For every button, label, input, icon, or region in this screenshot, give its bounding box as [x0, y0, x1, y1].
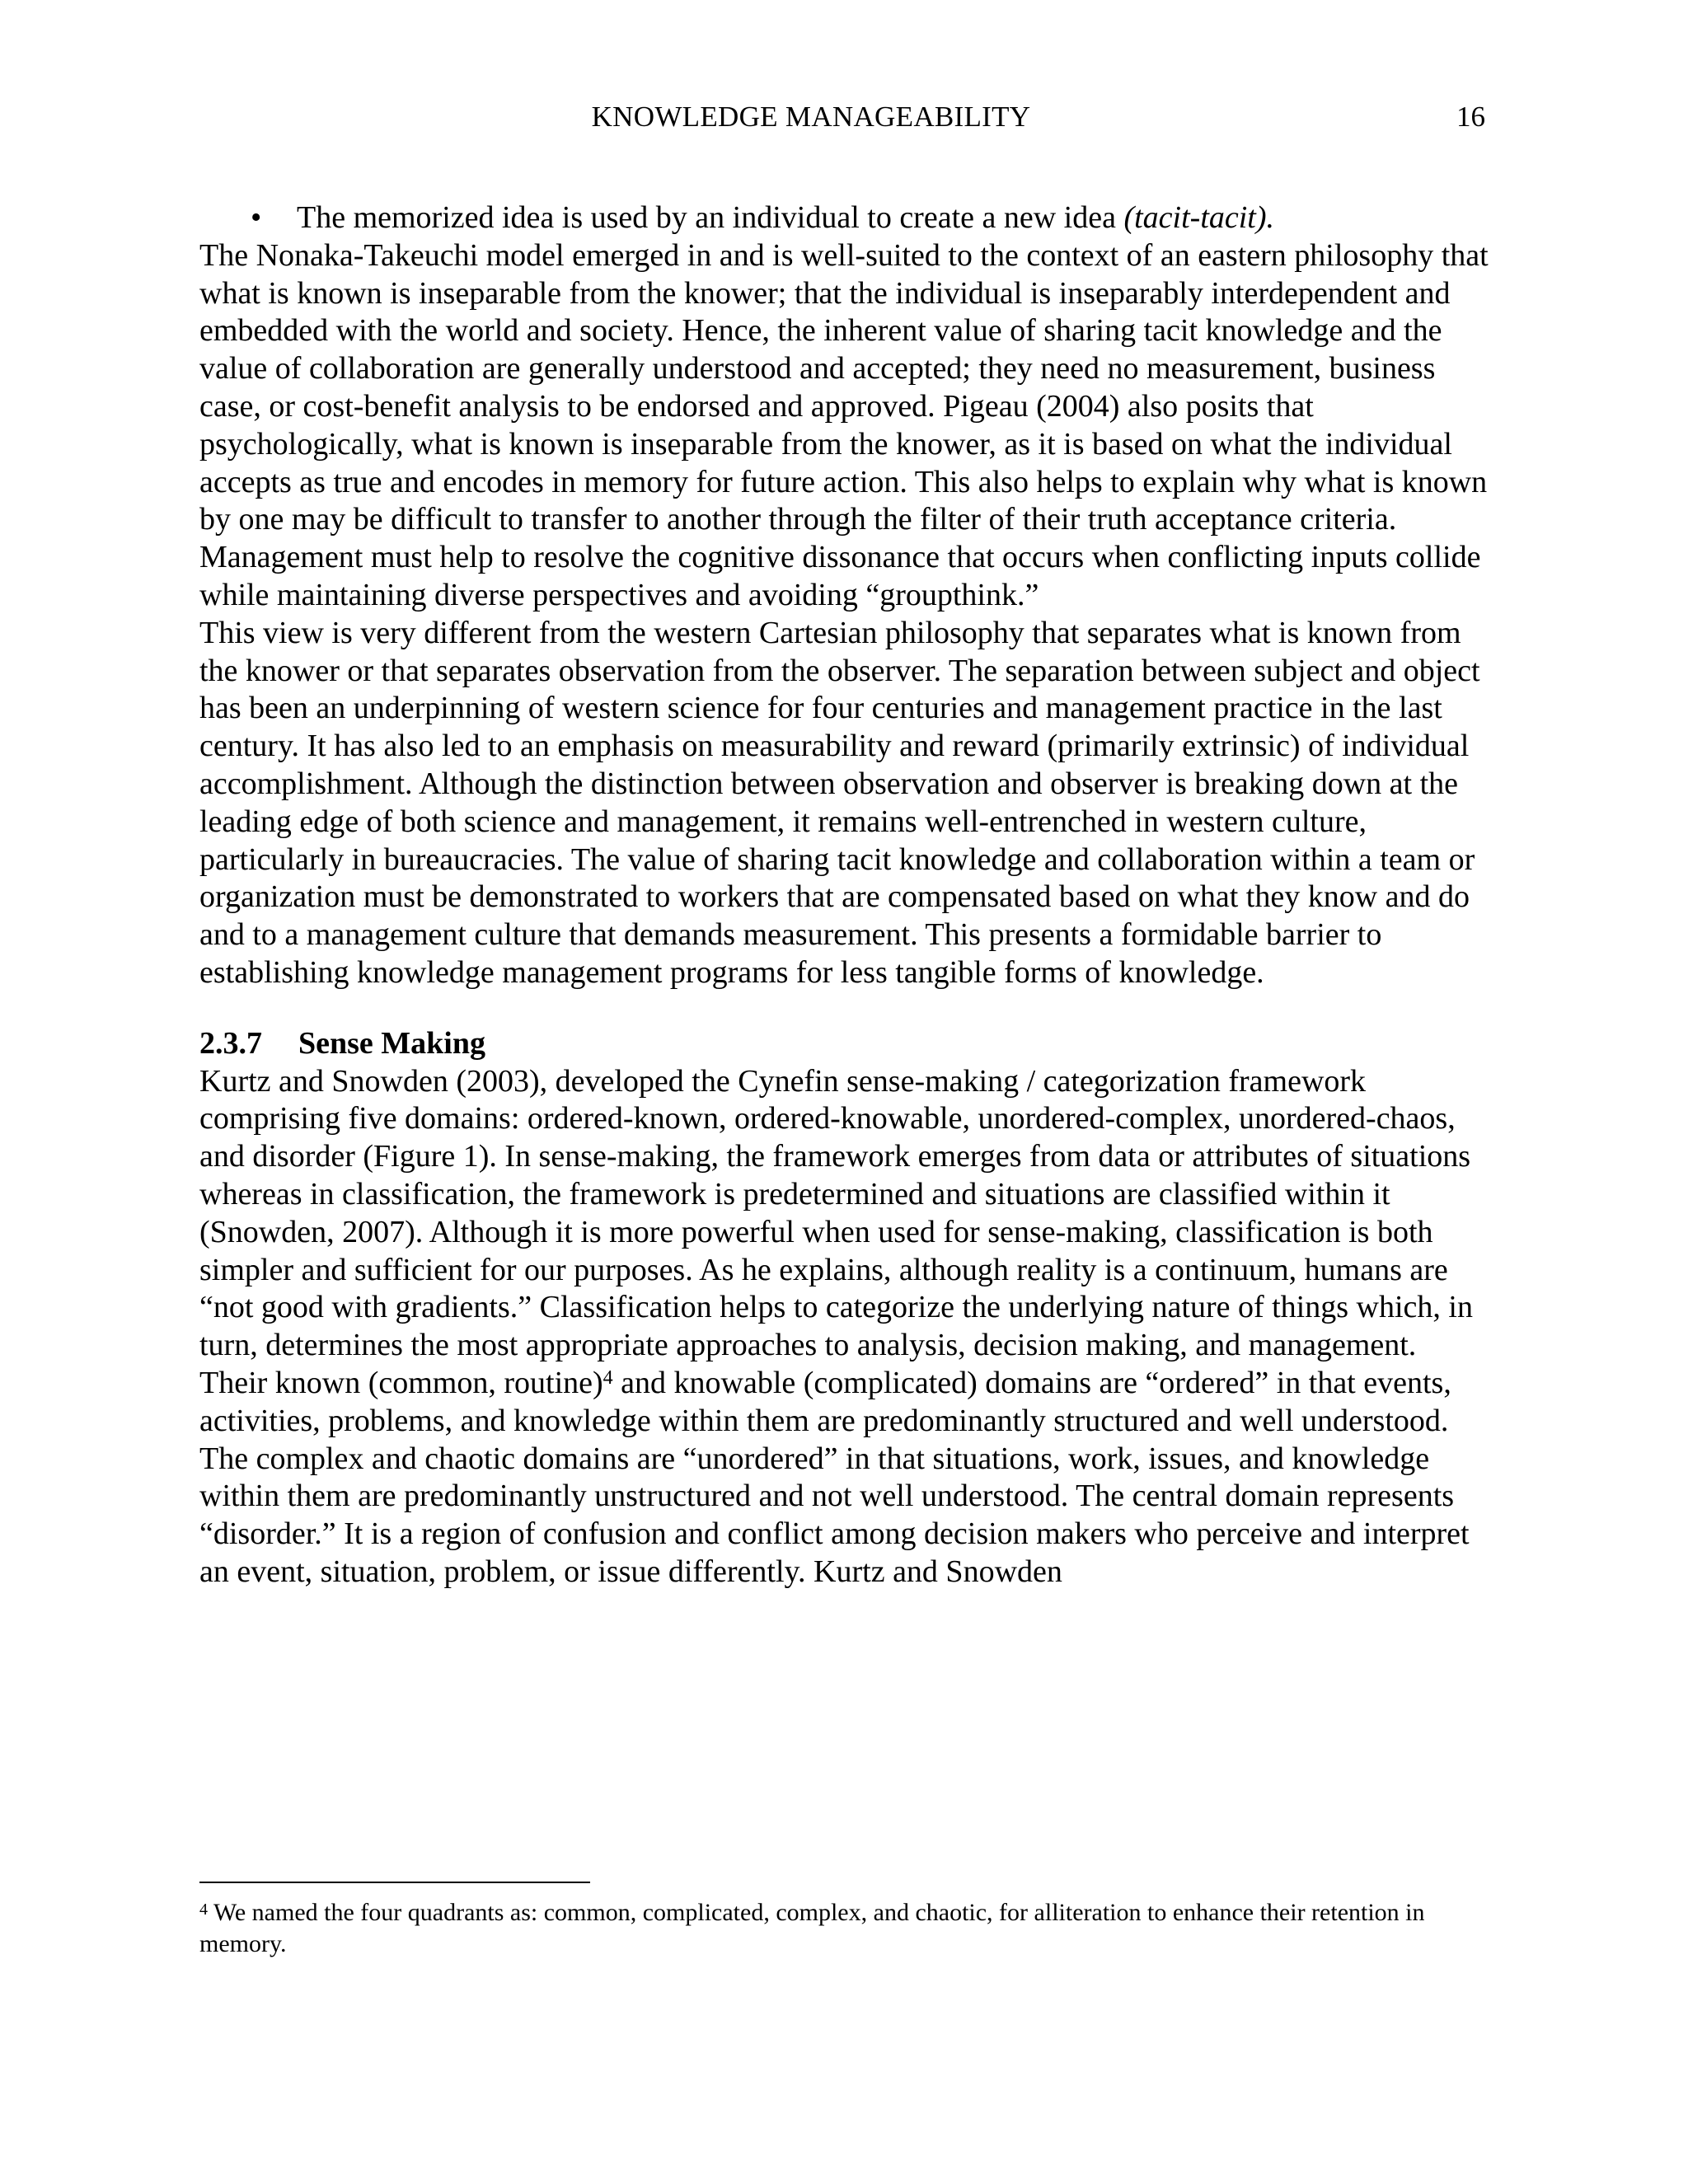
section-number: 2.3.7 — [199, 1025, 262, 1061]
paragraph-domains — [199, 1365, 1489, 1591]
bullet-text: The memorized idea is used by an individual to create a new idea — [297, 200, 1124, 235]
paragraph-nonaka-takeuchi: The Nonaka-Takeuchi model emerged in and is well-suited to the context of an eastern philosophy that what is known is inseparable from the knower; that the individual is inseparably interdependent and embedded with the world and society. Hence, the inherent value of sharing tacit knowledge and the value of collaboration are generally understood and accepted; they need no measurement, business case, or cost-benefit analysis to be endorsed and approved. Pigeau (2004) also posits that psychologically, what is known is inseparable from the knower, as it is based on what the individual accepts as true and encodes in memory for future action. This also helps to explain why what is known by one may be difficult to transfer to another through the filter of their truth acceptance criteria. Management must help to resolve the cognitive dissonance that occurs when conflicting inputs collide while maintaining diverse perspectives and avoiding “groupthink.” — [199, 237, 1489, 612]
bullet-italic-text: (tacit-tacit). — [1123, 200, 1275, 235]
bullet-item — [199, 199, 1489, 237]
paragraph-cartesian: This view is very different from the western Cartesian philosophy that separates what is known from the knower or that separates observation from the observer. The separation between subject and object has been an underpinning of western science for four centuries and management practice in the last century. It has also led to an emphasis on measurability and reward (primarily extrinsic) of individual accomplishment. Although the distinction between observation and observer is breaking down at the leading edge of both science and management, it remains well-entrenched in western culture, particularly in bureaucracies. The value of sharing tacit knowledge and collaboration within a team or organization must be demonstrated to workers that are compensated based on what they know and do and to a management culture that demands measurement. This presents a formidable barrier to establishing knowledge management programs for less tangible forms of knowledge. — [199, 615, 1480, 990]
footnote-separator — [199, 1882, 590, 1883]
footnote-marker: 4 — [199, 1900, 208, 1919]
section-heading — [199, 1025, 1489, 1063]
footnote — [199, 1897, 1489, 1960]
paragraph-domains-start: Their known (common, routine) — [199, 1365, 603, 1400]
bullet-icon: • — [251, 200, 262, 235]
footnote-text: We named the four quadrants as: common, complicated, complex, and chaotic, for alliteration to enhance their retention in memory. — [199, 1899, 1425, 1957]
running-title: KNOWLEDGE MANAGEABILITY — [591, 101, 1031, 133]
section-title: Sense Making — [298, 1025, 485, 1061]
footnote-reference[interactable]: 4 — [603, 1366, 613, 1389]
paragraph-domains-rest: and knowable (complicated) domains are “ordered” in that events, activities, problems, and knowledge within them are predominantly structured and well understood. The complex and chaotic domains are “unordered” in that situations, work, issues, and knowledge within them are predominantly unstructured and not well understood. The central domain represents “disorder.” It is a region of confusion and conflict among decision makers who perceive and interpret an event, situation, problem, or issue differently. Kurtz and Snowden — [199, 1365, 1470, 1589]
body-text — [199, 199, 1489, 1591]
paragraph-cynefin: Kurtz and Snowden (2003), developed the Cynefin sense-making / categorization framework comprising five domains: ordered-known, ordered-knowable, unordered-complex, unordered-chaos, and disorder (Figure 1). In sense-making, the framework emerges from data or attributes of situations whereas in classification, the framework is predetermined and situations are classified within it (Snowden, 2007). Although it is more powerful when used for sense-making, classification is both simpler and sufficient for our purposes. As he explains, although reality is a continuum, humans are “not good with gradients.” Classification helps to categorize the underlying nature of things which, in turn, determines the most appropriate approaches to analysis, decision making, and management. — [199, 1063, 1473, 1363]
page-number: 16 — [1456, 101, 1485, 133]
